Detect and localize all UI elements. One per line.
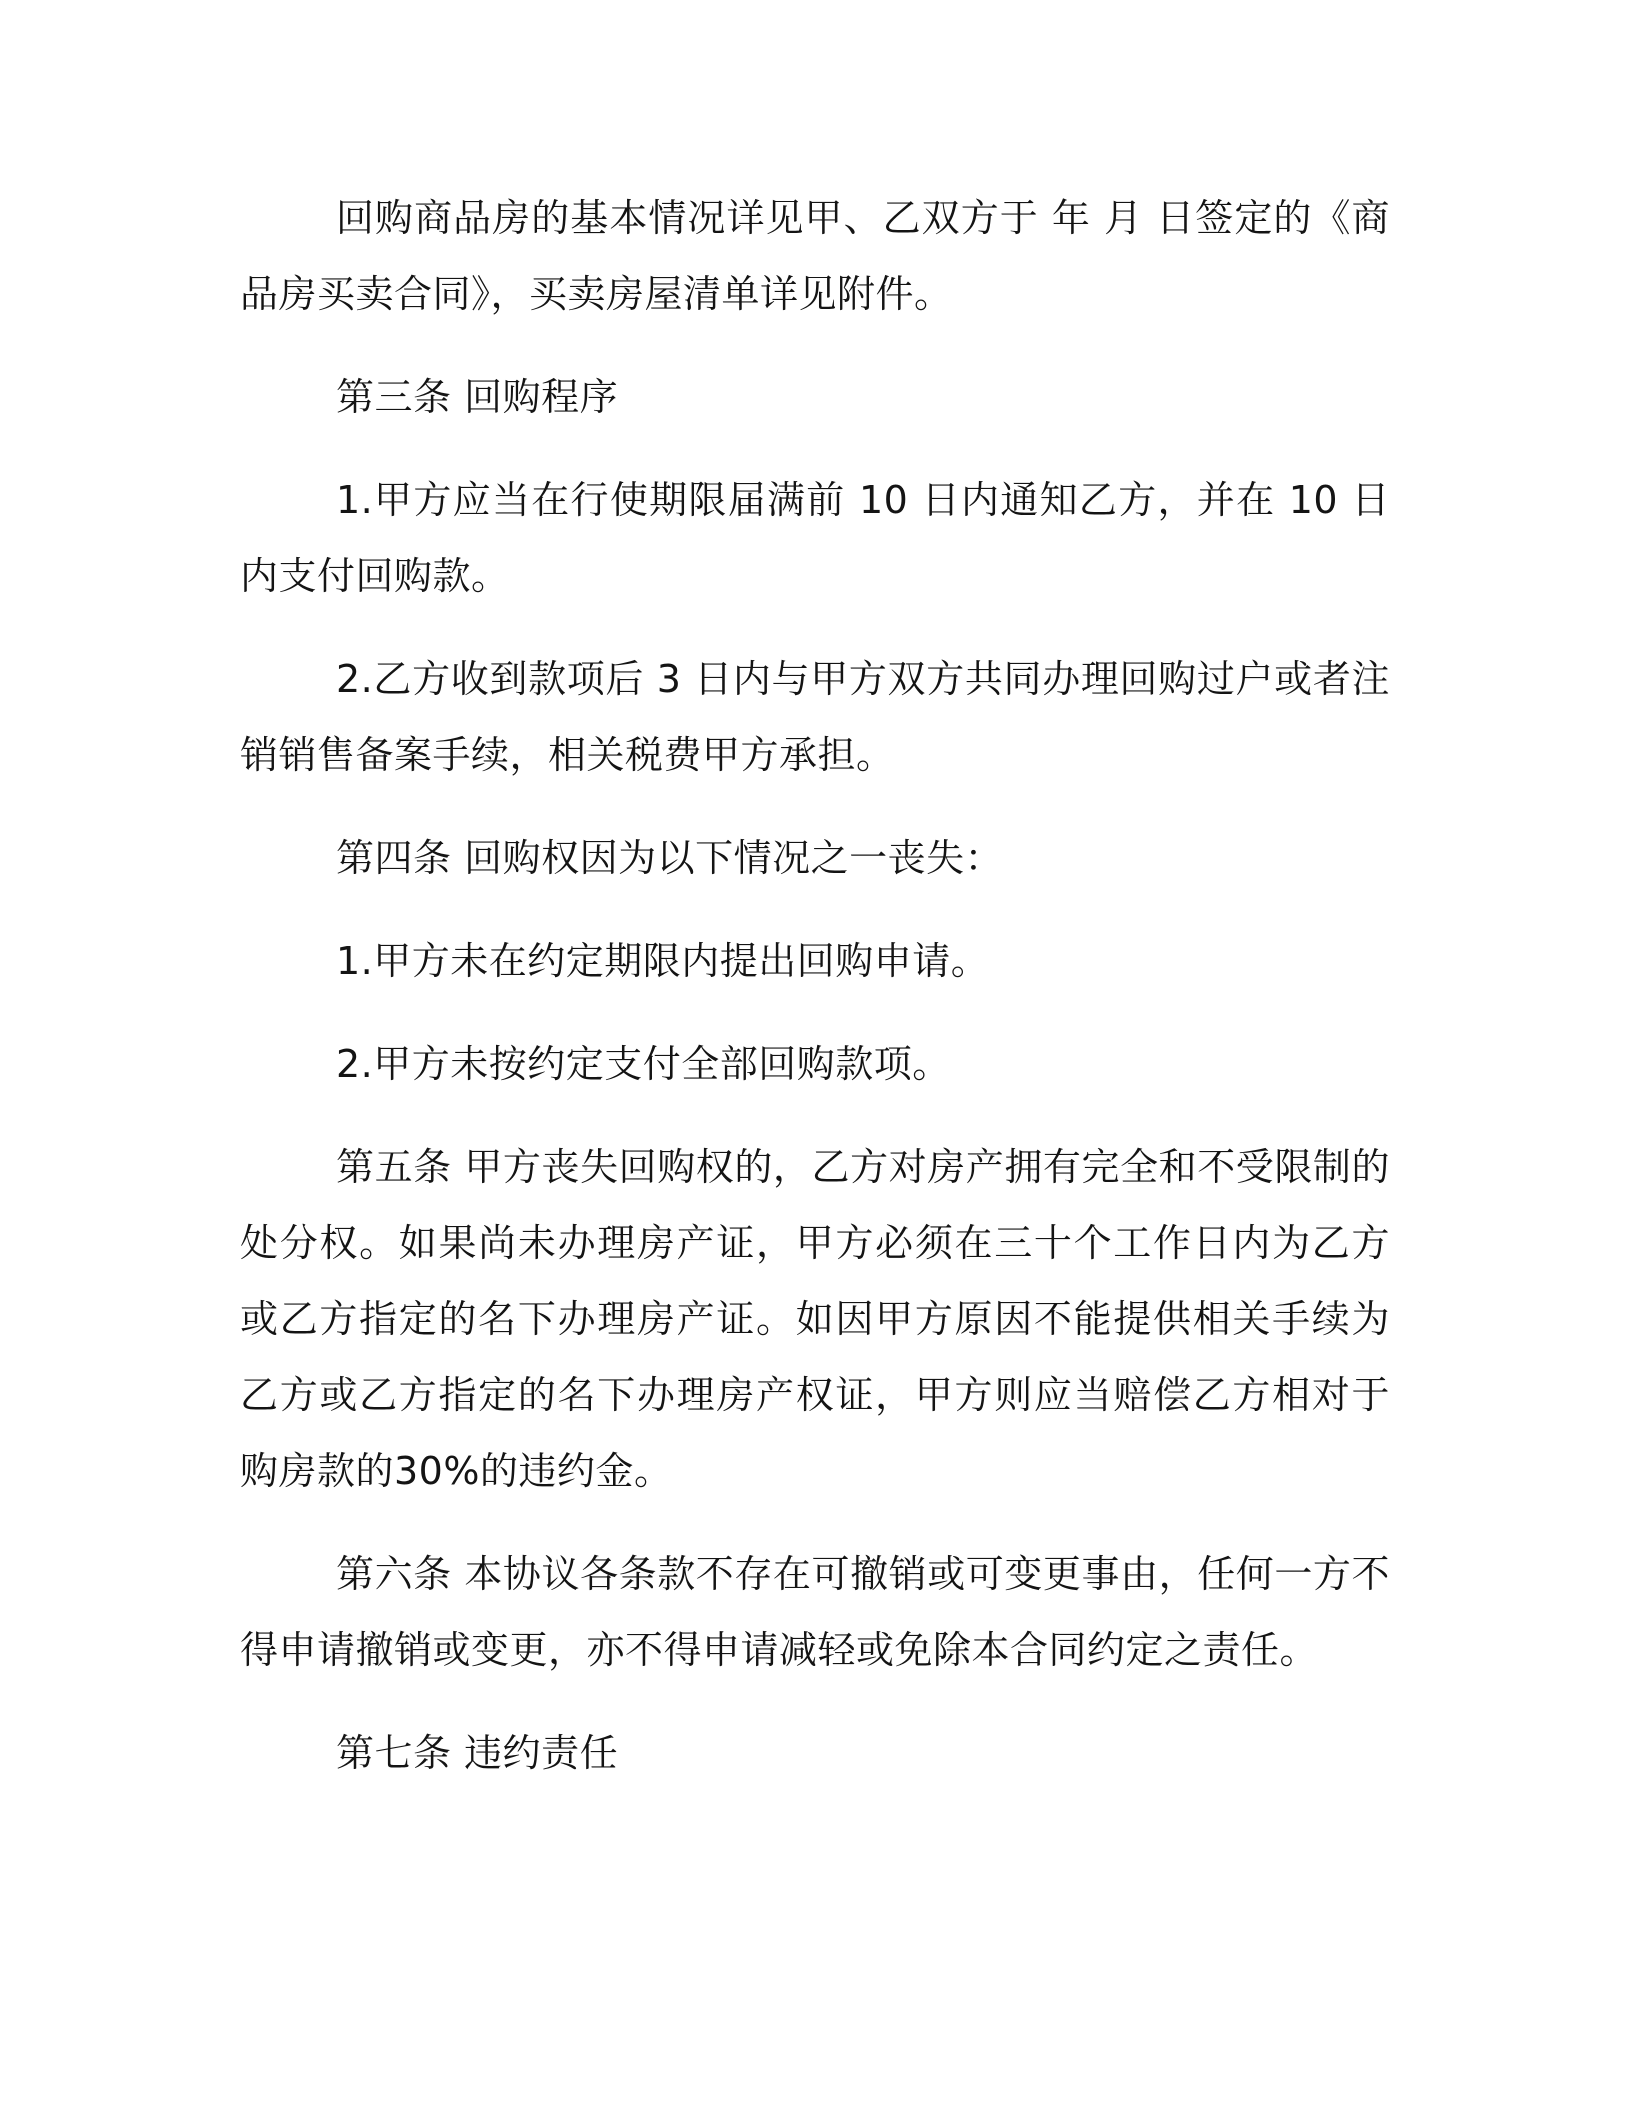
article-5-text: 第五条 甲方丧失回购权的，乙方对房产拥有完全和不受限制的处分权。如果尚未办理房产证，甲方必须在三十个工作日内为乙方或乙方指定的名下办理房产证。如因甲方原因不能提供相关手续为乙方或乙方指定的名下办理房产权证，甲方则应当赔偿乙方相对于购房款的30%的违约金。 <box>240 1145 1390 1493</box>
document-body <box>240 180 1390 1791</box>
article-4-item-1: 1.甲方未在约定期限内提出回购申请。 <box>336 939 990 983</box>
article-6-text: 第六条 本协议各条款不存在可撤销或可变更事由，任何一方不得申请撤销或变更，亦不得申请减轻或免除本合同约定之责任。 <box>240 1552 1390 1672</box>
article-7-heading: 第七条 违约责任 <box>336 1731 619 1775</box>
article-3-item-2: 2.乙方收到款项后 3 日内与甲方双方共同办理回购过户或者注销销售备案手续，相关税费甲方承担。 <box>240 657 1390 777</box>
article-4-item-2: 2.甲方未按约定支付全部回购款项。 <box>336 1042 951 1086</box>
article-3-heading: 第三条 回购程序 <box>336 375 619 419</box>
paragraph-property-basics: 回购商品房的基本情况详见甲、乙双方于 年 月 日签定的《商品房买卖合同》，买卖房屋清单详见附件。 <box>240 196 1390 316</box>
article-3-item-1: 1.甲方应当在行使期限届满前 10 日内通知乙方，并在 10 日内支付回购款。 <box>240 478 1390 598</box>
article-4-heading: 第四条 回购权因为以下情况之一丧失： <box>336 836 1004 880</box>
